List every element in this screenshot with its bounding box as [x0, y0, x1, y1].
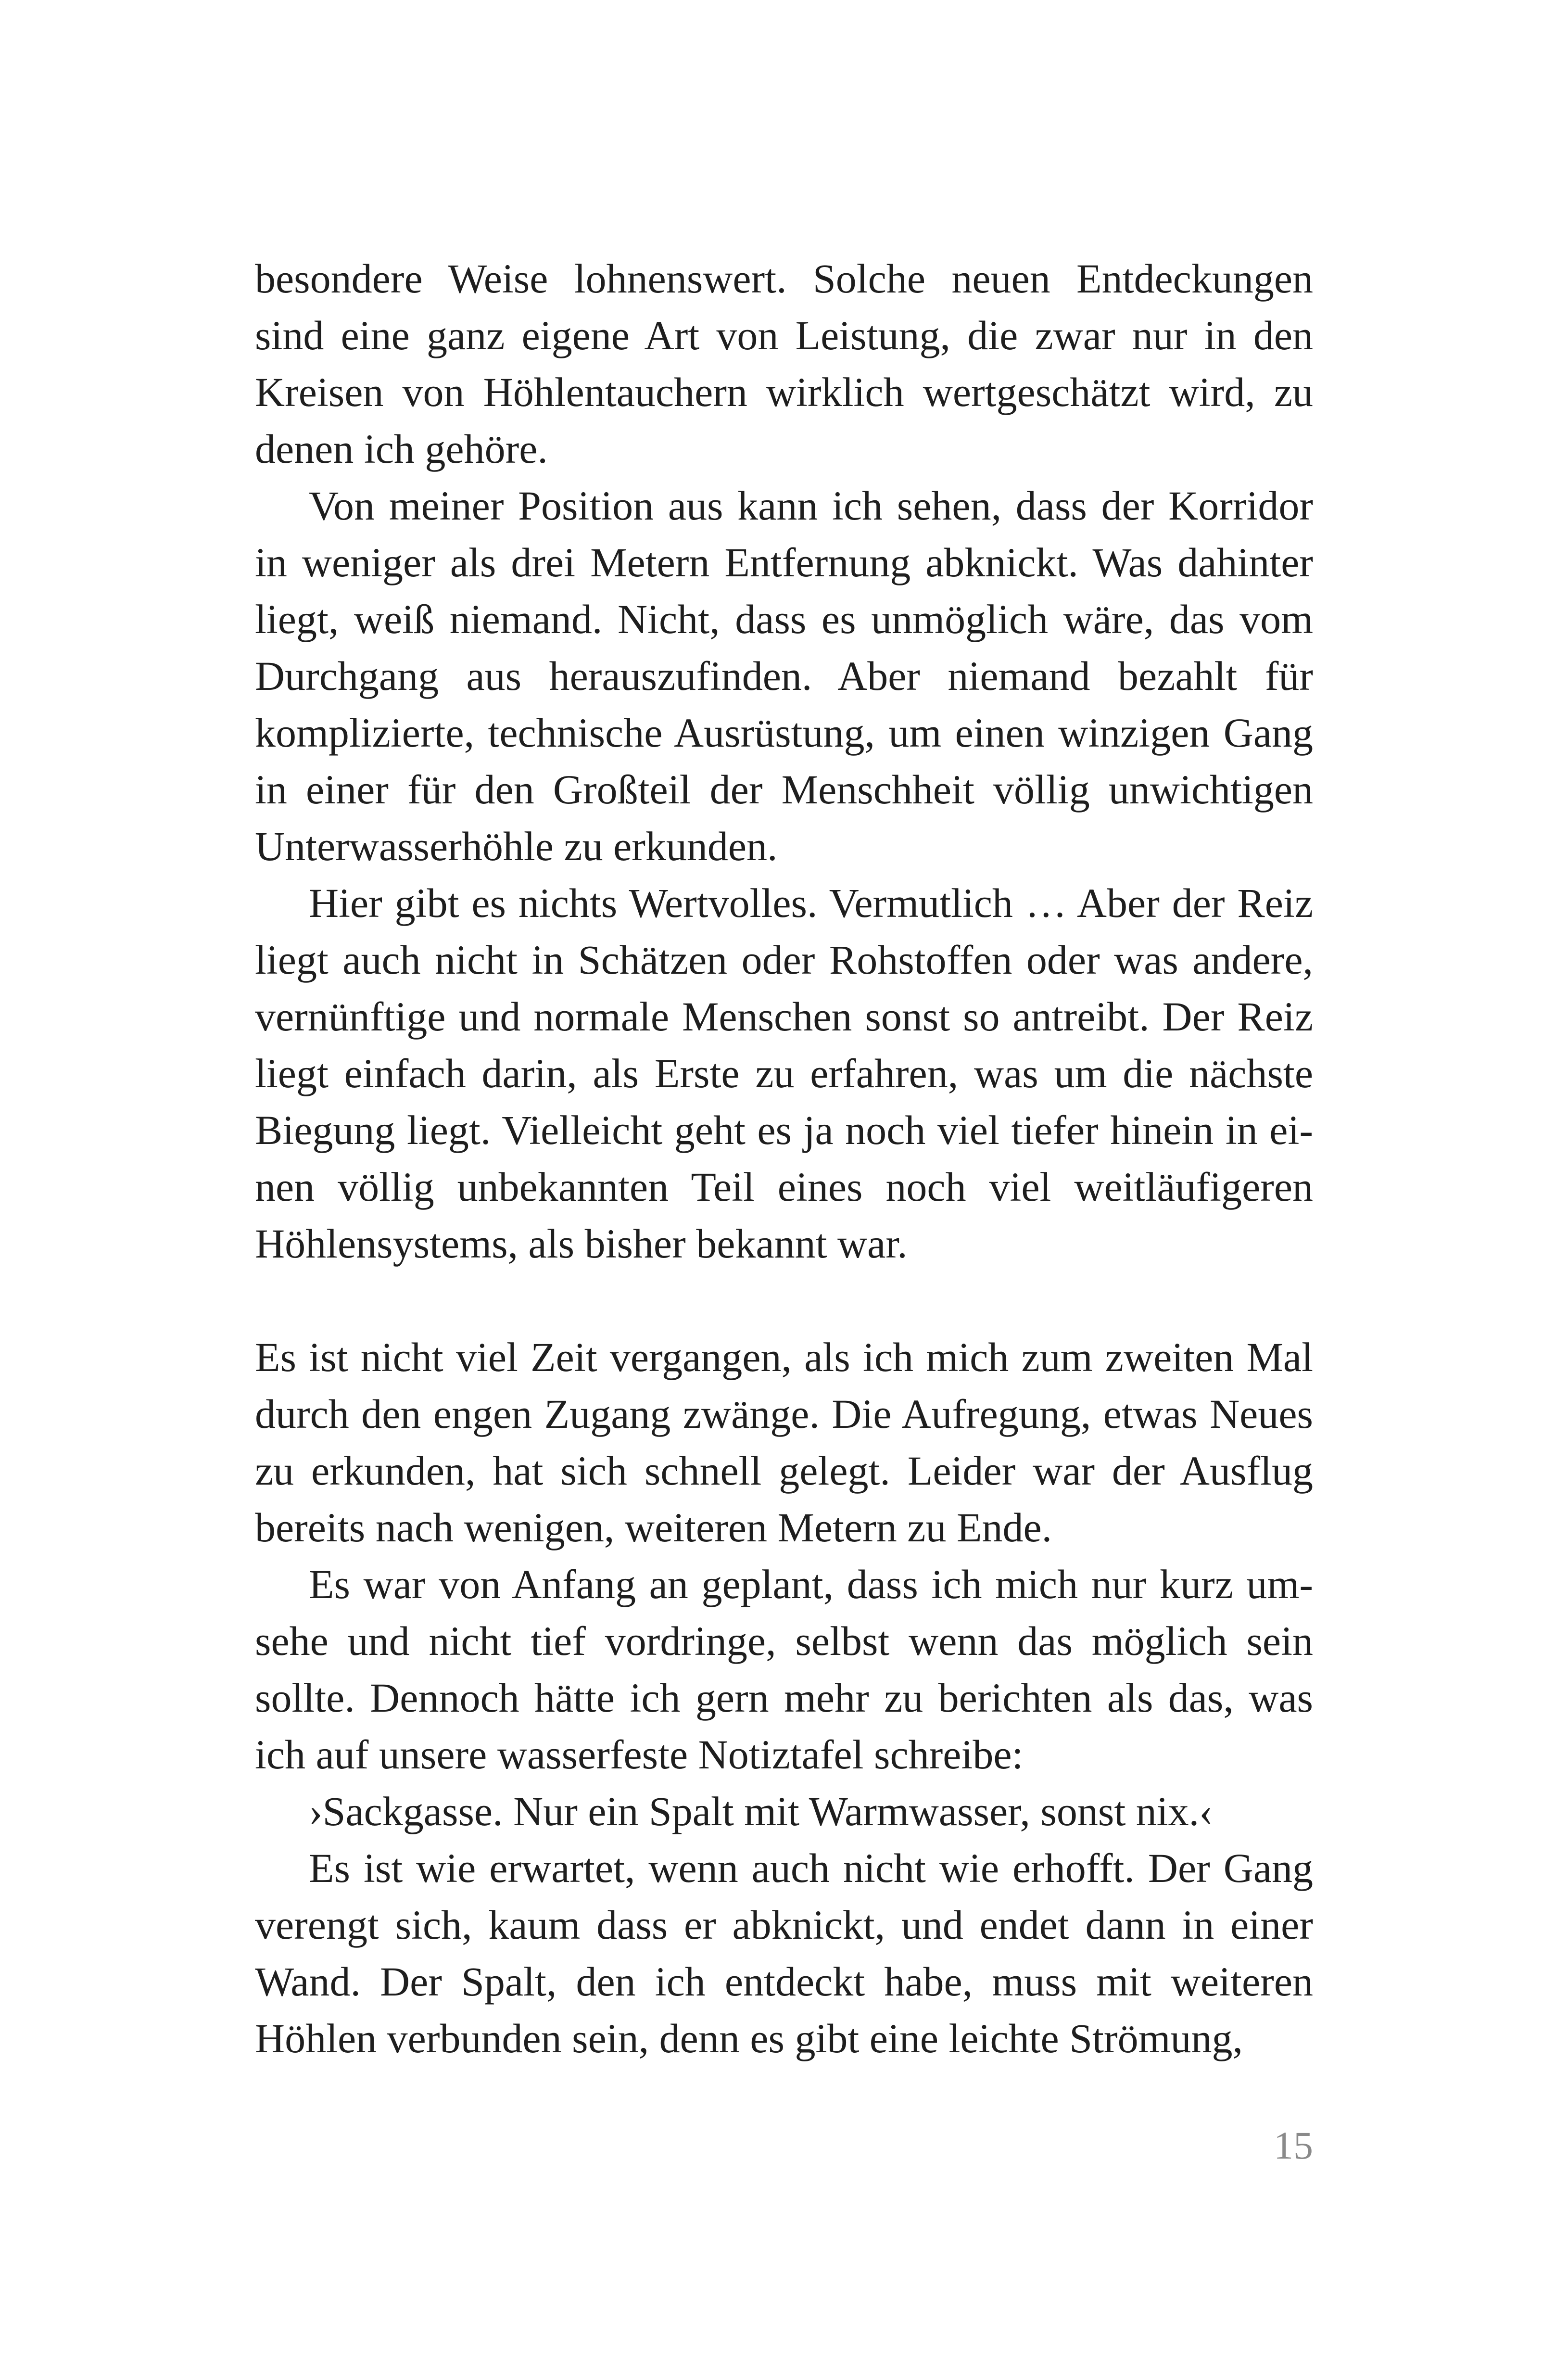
paragraph: Von meiner Position aus kann ich sehen, dass der Korridor in weniger als drei Metern Entfernung abknickt. Was dahinter liegt, weiß niemand. Nicht, dass es unmöglich wäre, das vom Durchgang aus herauszufinden. Aber niemand bezahlt für komplizierte, technische Ausrüstung, um einen winzigen Gang in einer für den Großteil der Menschheit völlig unwichtigen Unterwasserhöhle zu erkunden. [255, 483, 1313, 869]
section-break [255, 1272, 1313, 1329]
paragraph: Es war von Anfang an geplant, dass ich mich nur kurz umsehe und nicht tief vordringe, selbst wenn das möglich sein sollte. Dennoch hätte ich gern mehr zu berichten als das, was ich auf unsere wasserfeste Notiztafel schreibe: [255, 1561, 1313, 1778]
paragraph: Hier gibt es nichts Wertvolles. Vermutlich … Aber der Reiz liegt auch nicht in Schätzen oder Rohstoffen oder was andere, vernünftige und normale Menschen sonst so antreibt. Der Reiz liegt einfach darin, als Erste zu erfahren, was um die nächste Biegung liegt. Vielleicht geht es ja noch viel tiefer hinein in einen völlig unbekannten Teil eines noch viel weitläufigeren Höhlensystems, als bisher bekannt war. [255, 880, 1313, 1267]
paragraph: Es ist wie erwartet, wenn auch nicht wie erhofft. Der Gang verengt sich, kaum dass er abknickt, und endet dann in einer Wand. Der Spalt, den ich entdeckt habe, muss mit weiteren Höhlen verbunden sein, denn es gibt eine leichte Strömung, [255, 1845, 1313, 2061]
page-number: 15 [1274, 2123, 1313, 2167]
quoted-note: ›Sackgasse. Nur ein Spalt mit Warmwasser, sonst nix.‹ [309, 1788, 1213, 1834]
paragraph: besondere Weise lohnenswert. Solche neuen Entdeckungen sind eine ganz eigene Art von Leistung, die zwar nur in den Kreisen von Höhlentauchern wirklich wertgeschätzt wird, zu denen ich gehöre. [255, 255, 1313, 472]
paragraph: Es ist nicht viel Zeit vergangen, als ich mich zum zweiten Mal durch den engen Zugang zwänge. Die Aufregung, etwas Neues zu erkunden, hat sich schnell gelegt. Leider war der Ausflug bereits nach wenigen, weiteren Metern zu Ende. [255, 1334, 1313, 1551]
body-text [255, 250, 1313, 2067]
